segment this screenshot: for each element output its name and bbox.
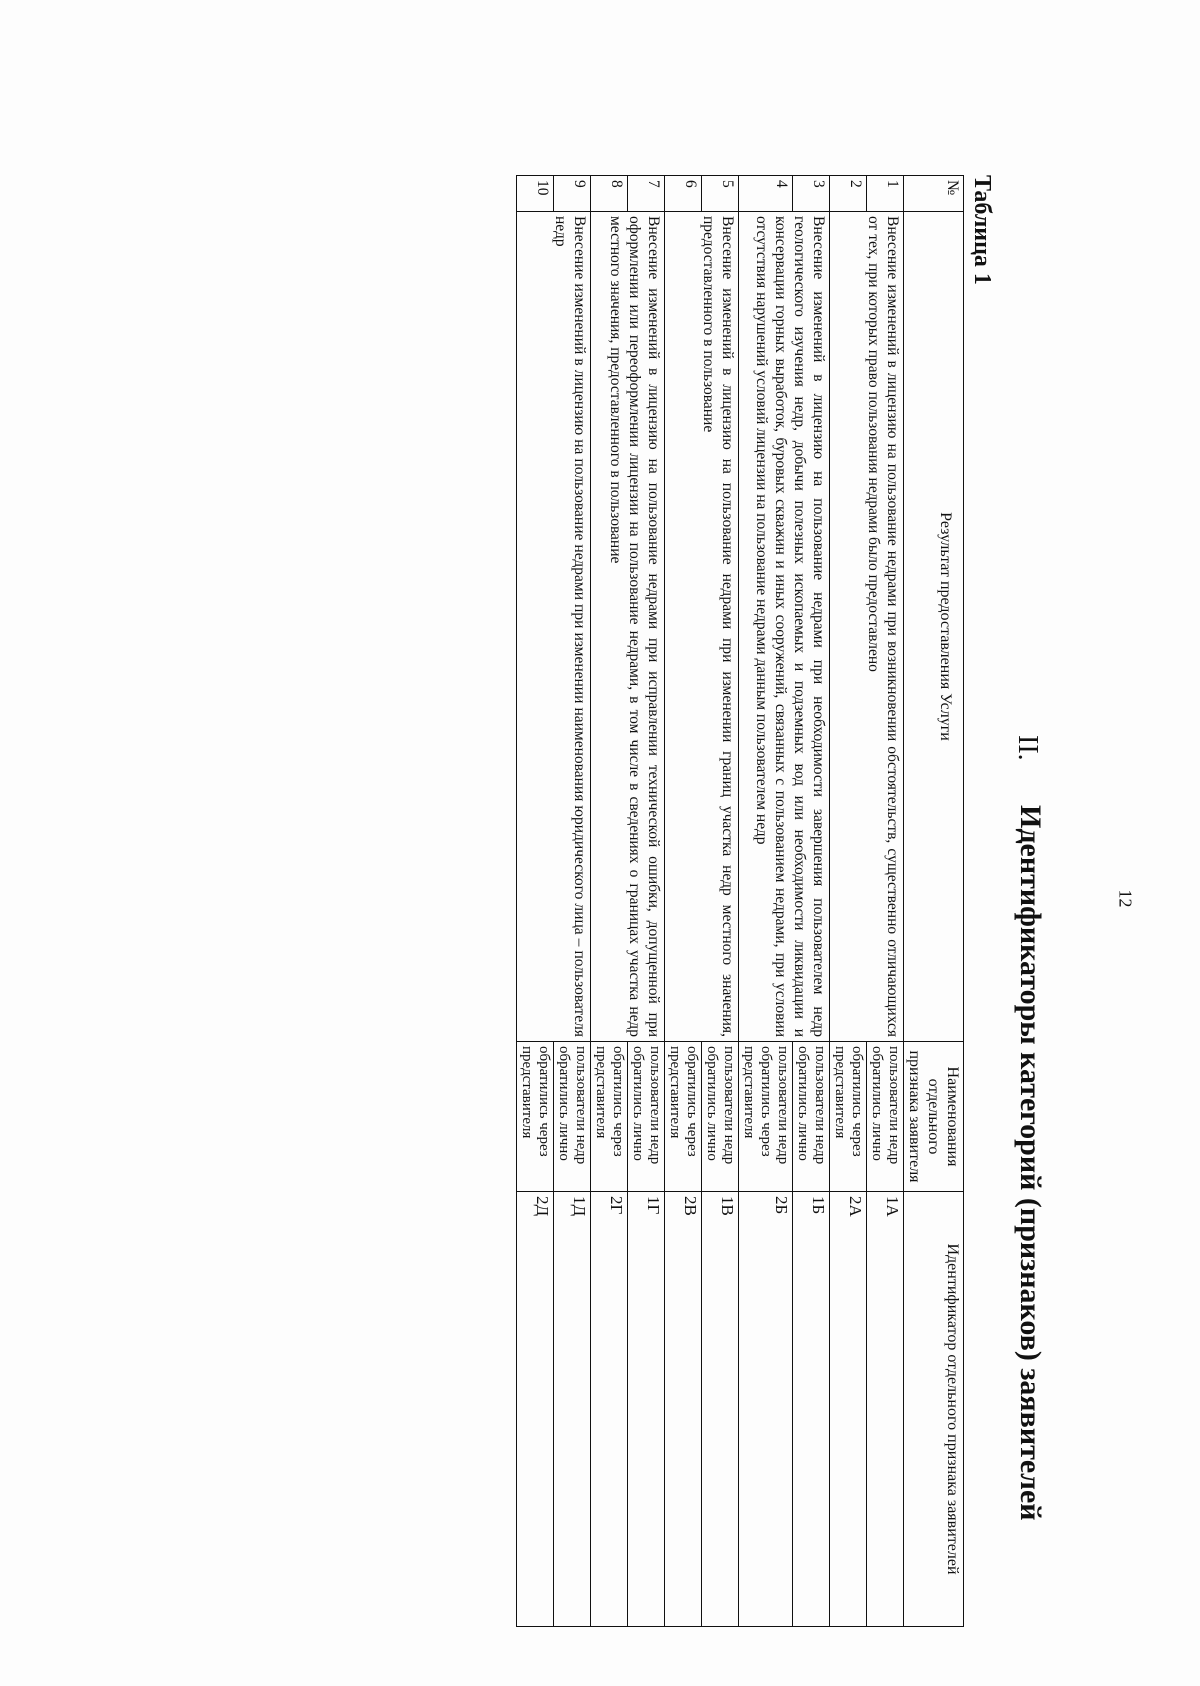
table-row xyxy=(702,176,739,1627)
table-header-row xyxy=(904,176,964,1627)
row-id: 1Д xyxy=(554,1192,591,1627)
row-result: Внесение изменений в лицензию на пользование недрами при возникновении обстоятельств, существенно отличающихся от тех, при которых право пользования недрами было предоставлено xyxy=(830,212,904,1042)
row-num: 8 xyxy=(591,176,628,212)
row-name: обратились через представителя xyxy=(517,1042,554,1192)
row-id: 2Д xyxy=(517,1192,554,1627)
page-number: 12 xyxy=(1115,889,1136,908)
row-id: 2А xyxy=(830,1192,867,1627)
table-caption: Таблица 1 xyxy=(969,175,995,285)
row-result: Внесение изменений в лицензию на пользование недрами при изменении наименования юридического лица – пользователя недр xyxy=(517,212,591,1042)
row-id: 2В xyxy=(665,1192,702,1627)
section-heading xyxy=(999,195,1053,1655)
table-row xyxy=(554,176,591,1627)
row-num: 7 xyxy=(628,176,665,212)
applicant-categories-table xyxy=(516,175,964,1627)
table-row xyxy=(793,176,830,1627)
row-result: Внесение изменений в лицензию на пользование недрами при необходимости завершения пользователем недр геологического изучения недр, добычи полезных ископаемых и подземных вод или необходимости ликвидации и консервации горных выработок, буровых скважин и иных сооружений, связанных с пользованием недрами, при условии отсутствия нарушений условий лицензии на пользование недрами данным пользователем недр xyxy=(739,212,830,1042)
row-id: 2Г xyxy=(591,1192,628,1627)
row-num: 2 xyxy=(830,176,867,212)
row-num: 3 xyxy=(793,176,830,212)
row-id: 1А xyxy=(867,1192,904,1627)
row-id: 1В xyxy=(702,1192,739,1627)
row-result: Внесение изменений в лицензию на пользование недрами при исправлении технической ошибки, допущенной при оформлении или переоформлении лицензии на пользование недрами, в том числе в сведениях о границах участка недр местного значения, предоставленного в пользование xyxy=(591,212,665,1042)
row-num: 5 xyxy=(702,176,739,212)
row-name: обратились через представителя xyxy=(830,1042,867,1192)
row-name: пользователи недр обратились лично xyxy=(628,1042,665,1192)
row-name: пользователи недр обратились через представителя xyxy=(739,1042,793,1192)
rotated-page-content xyxy=(273,175,1053,1675)
row-name: обратились через представителя xyxy=(665,1042,702,1192)
row-id: 1Б xyxy=(793,1192,830,1627)
row-name: пользователи недр обратились лично xyxy=(702,1042,739,1192)
header-num: № xyxy=(904,176,964,212)
row-num: 9 xyxy=(554,176,591,212)
row-num: 1 xyxy=(867,176,904,212)
header-result: Результат предоставления Услуги xyxy=(904,212,964,1042)
header-id: Идентификатор отдельного признака заявителей xyxy=(904,1192,964,1627)
row-num: 4 xyxy=(739,176,793,212)
header-name: Наименования отдельного признака заявителя xyxy=(904,1042,964,1192)
row-num: 6 xyxy=(665,176,702,212)
table-row xyxy=(867,176,904,1627)
row-name: пользователи недр обратились лично xyxy=(867,1042,904,1192)
row-name: пользователи недр обратились лично xyxy=(554,1042,591,1192)
row-name: обратились через представителя xyxy=(591,1042,628,1192)
row-name: пользователи недр обратились лично xyxy=(793,1042,830,1192)
row-id: 1Г xyxy=(628,1192,665,1627)
row-num: 10 xyxy=(517,176,554,212)
row-id: 2Б xyxy=(739,1192,793,1627)
table-row xyxy=(628,176,665,1627)
section-number: II. xyxy=(1012,735,1043,761)
row-result: Внесение изменений в лицензию на пользование недрами при изменении границ участка недр местного значения, предоставленного в пользование xyxy=(665,212,739,1042)
section-title: Идентификаторы категорий (признаков) заявителей xyxy=(1014,805,1047,1521)
